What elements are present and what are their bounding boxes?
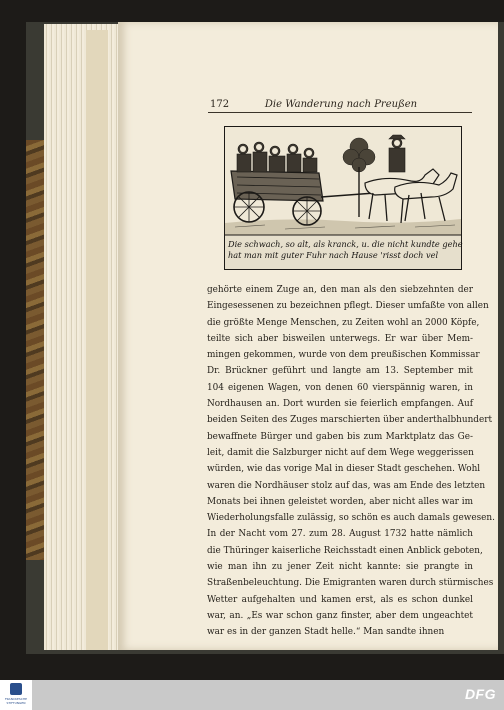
text-line: 104 eigenen Wagen, von denen 60 vierspännig waren, in <box>207 382 473 393</box>
text-line: In der Nacht vom 27. zum 28. August 1732 hatte nämlich <box>207 529 473 540</box>
text-line: bewaffnete Bürger und gaben bis zum Marktplatz das Ge- <box>207 431 473 442</box>
spine-gutter <box>86 30 108 650</box>
francke-logo-text: FRANCKESCHE STIFTUNGEN <box>4 697 28 705</box>
page-header <box>210 99 472 113</box>
francke-emblem-icon <box>10 683 22 695</box>
text-line: wie man ihn zu jener Zeit nicht kannte: sie prangte in <box>207 562 473 573</box>
marbled-edge <box>26 140 46 560</box>
text-line: teilte sich aber bisweilen unterwegs. Er war über Mem- <box>207 333 473 344</box>
text-line: die Thüringer kaiserliche Reichsstadt einen Anblick geboten, <box>207 545 483 556</box>
viewer-footer-bar <box>0 680 504 710</box>
text-line: war es in der ganzen Stadt helle.“ Man sandte ihnen <box>207 627 445 638</box>
text-line: gehörte einem Zuge an, den man als den siebzehnten der <box>207 285 473 295</box>
text-line: würden, wie das vorige Mal in dieser Stadt geschehen. Wohl <box>207 464 481 475</box>
text-line: Dr. Brückner geführt und langte am 13. September mit <box>207 366 473 377</box>
header-rule <box>208 112 472 113</box>
text-line: Nordhausen an. Dort wurden sie feierlich empfangen. Auf <box>207 399 473 410</box>
text-line: die größte Menge Menschen, zu Zeiten wohl an 2000 Köpfe, <box>207 317 480 328</box>
page-number: 172 <box>210 99 230 110</box>
caption-line-1: Die schwach, so alt, als kranck, u. die nicht kundte gehe <box>228 239 463 249</box>
text-line: Monats bei ihnen geleistet worden, aber nicht alles war im <box>207 496 473 507</box>
francke-logo[interactable] <box>0 680 32 710</box>
illustration-caption <box>228 239 463 261</box>
text-line: waren die Nordhäuser stolz auf das, was am Ende des letzten <box>207 480 486 491</box>
text-line: war, an. „Es war schon ganz finster, aber dem ungeachtet <box>207 610 473 621</box>
text-line: beiden Seiten des Zuges marschierten über anderthalbhundert <box>207 415 493 426</box>
text-line: Eingesessenen zu bezeichnen pflegt. Dieser umfaßte von allen <box>207 301 489 312</box>
text-line: leit, damit die Salzburger nicht auf dem Wege weggerissen <box>207 447 474 458</box>
text-line: Wetter aufgehalten und kamen erst, als es schon dunkel <box>207 594 473 605</box>
text-line: mingen gekommen, wurde von dem preußischen Kommissar <box>207 350 480 361</box>
dfg-logo[interactable]: DFG <box>464 686 496 702</box>
caption-line-2: hat man mit guter Fuhr nach Hause 'risst doch vel <box>228 250 439 260</box>
text-line: Straßenbeleuchtung. Die Emigranten waren durch stürmisches <box>207 578 494 589</box>
body-text <box>207 282 495 641</box>
page-edges <box>44 24 126 650</box>
text-line: Wiederholungsfalle zulässig, so schön es auch damals gewesen. <box>207 513 495 524</box>
running-title: Die Wanderung nach Preußen <box>264 99 418 110</box>
